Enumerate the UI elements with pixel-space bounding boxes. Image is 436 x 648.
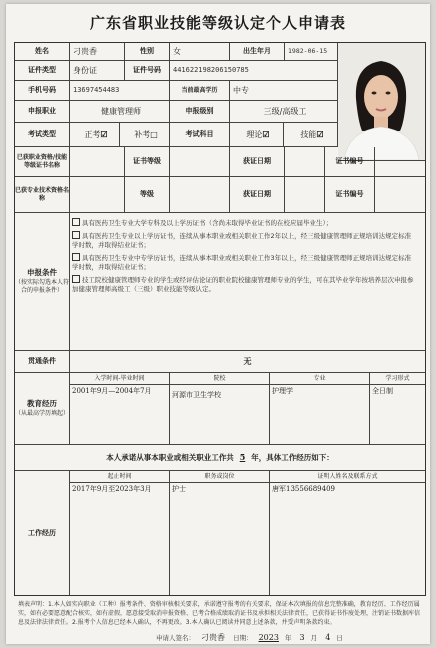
cert-level-value [170,147,230,177]
tech-name-label: 已获专业技术资格名称 [15,177,70,213]
applicant-photo [338,43,425,161]
work-label: 工作经历 [15,471,70,595]
idno-value: 441622198206150785 [170,61,338,81]
date-label: 日期： [233,634,253,642]
occupation-value: 健康管理师 [70,101,170,123]
conditions-label-cell [15,213,70,351]
name-value: 刁贵香 [70,43,125,61]
subject-label: 考试科目 [170,123,230,147]
edu-row-major: 护理学 [270,385,370,445]
checkbox-icon [72,253,80,261]
form-title: 广东省职业技能等级认定个人申请表 [89,14,346,32]
sign-label: 申请人签名： [156,634,195,642]
promise-years: 5 [239,452,246,462]
conditions-label: 申报条件 [27,268,57,277]
birth-value: 1982-06-15 [285,43,338,61]
idtype-label: 证件类型 [15,61,70,81]
condition-item[interactable] [72,218,416,228]
gender-value: 女 [170,43,230,61]
cert-date-value [285,147,325,177]
exam-type-label: 考试类型 [15,123,70,147]
portrait-image [338,43,425,160]
tech-date-label: 获证日期 [230,177,285,213]
year-unit: 年 [284,634,292,642]
education-label: 教育经历 [27,399,57,408]
edu-row-school: 河源市卫生学校 [170,385,270,445]
cert-name-value [70,147,125,177]
education-label-cell [15,373,70,445]
checked-icon: ☑ [316,129,324,139]
condition-text: 技工院校健康管理师专业的学生或经评估论证的职业院校健康管理师专业的学生，可在其毕业学年按培养层次申报参加健康管理师高级工（三级）职业技能等级认定。 [72,276,414,293]
condition-item[interactable] [72,275,416,294]
conditions-note: （按实际勾选本人符合的申报条件） [15,279,70,294]
level-label: 申报级别 [170,101,230,123]
birth-label: 出生年月 [230,43,285,61]
occupation-label: 申报职业 [15,101,70,123]
declaration-note: 填表声明：1.本人如实向职业（工种）报考条件、资格审核相关要求，承诺遵守报考的有关要求，保证本次填报的信息完整准确，教育经历、工作经历属实，如有必要愿意配合核实，如有虚假，愿意接受取消申报资格、已考合格成绩取消证书及承担相关法律责任，已获得证书作废处理，注销证书数据库信息及法律法律责任。2.报考个人信息已经本人确认，不再更改。3.本人确认已阅读并同意上述条款，并受声明条款约束。 [18,601,421,626]
gender-label: 性别 [125,43,170,61]
condition-item[interactable] [72,253,416,272]
name-label: 姓名 [15,43,70,61]
tech-level-label: 等级 [125,177,170,213]
condition-text: 具有医药卫生专业大学专科及以上学历证书（含尚未取得毕业证书的在校应届毕业生）； [82,219,333,227]
subject-skill-label: 技能 [300,130,317,139]
work-row-position: 护士 [170,483,270,595]
edu-value: 中专 [230,81,338,101]
edu-header-school: 院校 [170,373,270,385]
tech-no-label: 证书编号 [325,177,375,213]
exam-normal-option[interactable] [70,123,120,147]
condition-item[interactable] [72,231,416,250]
subject-skill-option[interactable] [284,123,338,147]
through-value: 无 [70,351,425,373]
form-table [14,42,426,596]
conditions-list [72,218,416,297]
edu-header-period: 入学时间-毕业时间 [70,373,170,385]
date-year: 2023 [258,633,279,642]
work-row-period: 2017年9月至2023年3月 [70,483,170,595]
through-label: 贯通条件 [15,351,70,373]
work-header-position: 职务或岗位 [170,471,270,483]
checkbox-icon [72,275,80,283]
level-value: 三级/高级工 [230,101,338,123]
edu-label: 当前最高学历 [170,81,230,101]
edu-header-major: 专业 [270,373,370,385]
cert-no-label: 证书编号 [325,147,375,177]
exam-normal-label: 正考 [84,130,101,139]
cert-date-label: 获证日期 [230,147,285,177]
signature-line [156,632,349,643]
condition-text: 具有医药卫生专业以上学历证书，连续从事本职业或相关职业工作2年以上，经三级健康管理师正规培训达规定标准学时数，并取得结业证书； [72,232,412,249]
work-header-period: 起止时间 [70,471,170,483]
promise-suffix: 年，具体工作经历如下： [251,453,334,462]
education-note: （从最高学历填起） [15,410,70,417]
month-unit: 月 [310,634,318,642]
cert-level-label: 证书等级 [125,147,170,177]
cert-no-value [375,147,425,177]
phone-value: 13697454483 [70,81,170,101]
idtype-value: 身份证 [70,61,125,81]
condition-text: 具有医药卫生专业中专学历证书，连续从事本职业或相关职业工作3年以上，经三级健康管理师正规培训达规定标准学时数，并取得结业证书； [72,254,412,271]
phone-label: 手机号码 [15,81,70,101]
edu-row-mode: 全日制 [370,385,425,445]
checked-icon: ☑ [100,129,108,139]
checked-icon: ☑ [262,129,270,139]
day-unit: 日 [336,634,343,642]
work-row-reference: 唐军13556689409 [272,485,335,493]
idno-label: 证件号码 [125,61,170,81]
checkbox-icon [72,231,80,239]
promise-line [15,445,425,471]
exam-makeup-label: 补考 [134,130,151,139]
edu-header-mode: 学习形式 [370,373,425,385]
tech-level-value [170,177,230,213]
tech-name-value [70,177,125,213]
application-form-paper [6,4,430,644]
work-header-reference: 证明人姓名及联系方式 [270,471,425,483]
sign-name: 刁贵香 [201,633,225,642]
date-month: 3 [299,633,305,642]
date-day: 4 [325,633,331,642]
checkbox-icon [72,218,80,226]
subject-theory-label: 理论 [246,130,263,139]
exam-makeup-option[interactable] [120,123,170,147]
edu-row-period: 2001年9月—2004年7月 [70,385,170,445]
cert-name-label: 已获职业资格/技能等级证书名称 [15,147,70,177]
tech-date-value [285,177,325,213]
tech-no-value [375,177,425,213]
promise-prefix: 本人承诺从事本职业或相关职业工作共 [106,453,234,462]
checkbox-icon: □ [150,130,158,139]
subject-theory-option[interactable] [230,123,284,147]
